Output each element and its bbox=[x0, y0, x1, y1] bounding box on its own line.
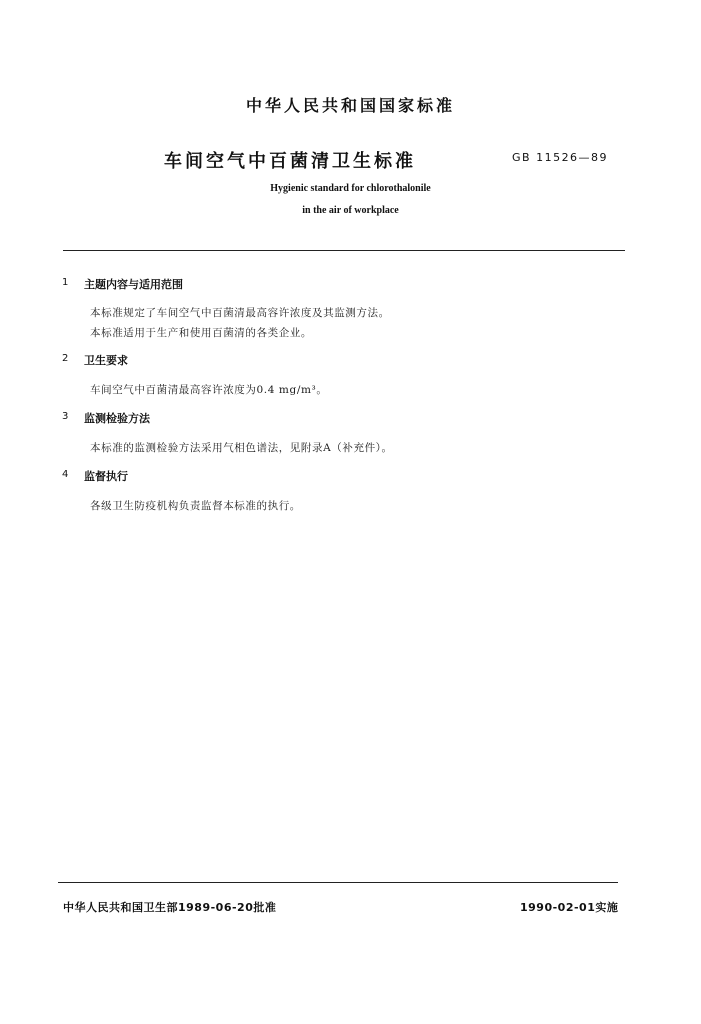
section-1-paragraph-2: 本标准适用于生产和使用百菌清的各类企业。 bbox=[90, 327, 312, 339]
section-title-1: 主题内容与适用范围 bbox=[84, 278, 183, 291]
section-3-paragraph-1: 本标准的监测检验方法采用气相色谱法，见附录A（补充件）。 bbox=[90, 442, 393, 454]
footer-divider bbox=[58, 882, 618, 883]
implementation-date: 1990-02-01实施 bbox=[520, 901, 619, 914]
section-2-paragraph-1: 车间空气中百菌清最高容许浓度为0.4 mg/m³。 bbox=[90, 384, 328, 396]
section-4-paragraph-1: 各级卫生防疫机构负责监督本标准的执行。 bbox=[90, 500, 301, 512]
standard-number: GB 11526—89 bbox=[512, 151, 609, 164]
english-title-line-1: Hygienic standard for chlorothalonile bbox=[270, 183, 431, 194]
section-number-1: 1 bbox=[62, 277, 69, 288]
section-title-4: 监督执行 bbox=[84, 470, 128, 483]
section-number-4: 4 bbox=[62, 469, 69, 480]
section-1-paragraph-1: 本标准规定了车间空气中百菌清最高容许浓度及其监测方法。 bbox=[90, 307, 390, 319]
section-title-2: 卫生要求 bbox=[84, 354, 128, 367]
document-title: 车间空气中百菌清卫生标准 bbox=[164, 151, 416, 172]
section-number-2: 2 bbox=[62, 353, 69, 364]
section-title-3: 监测检验方法 bbox=[84, 412, 150, 425]
approval-statement: 中华人民共和国卫生部1989-06-20批准 bbox=[63, 901, 277, 914]
national-standard-heading: 中华人民共和国国家标准 bbox=[245, 96, 455, 115]
section-number-3: 3 bbox=[62, 411, 69, 422]
header-divider bbox=[63, 250, 625, 251]
english-title-line-2: in the air of workplace bbox=[302, 205, 399, 216]
